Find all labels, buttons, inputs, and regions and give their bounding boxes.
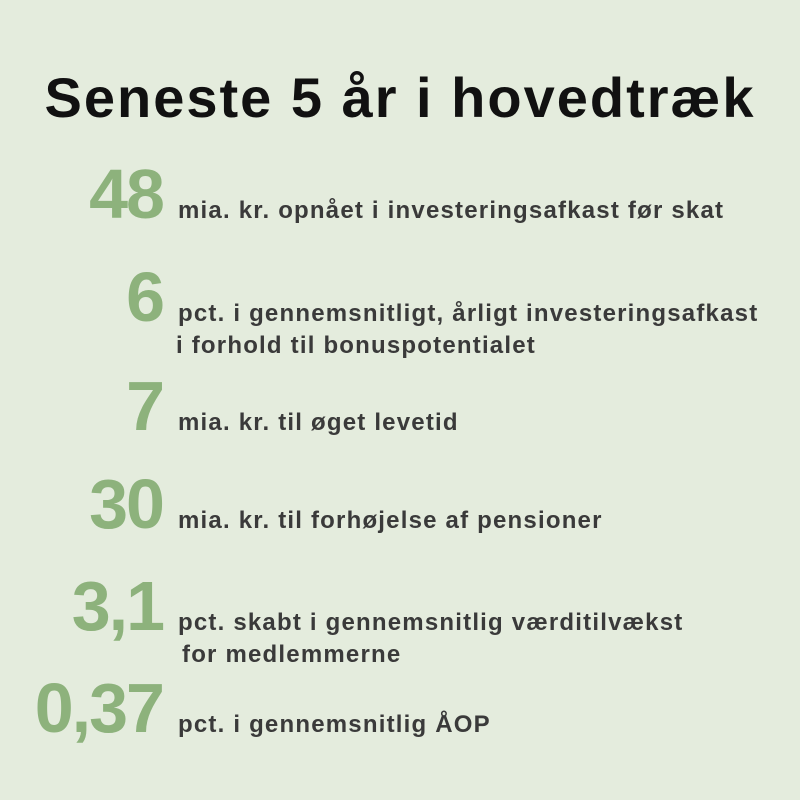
stat-description-line: mia. kr. til øget levetid [178, 409, 459, 436]
stat-description [178, 195, 724, 227]
stat-row-value-growth [0, 567, 684, 671]
stat-description [178, 298, 758, 362]
stat-value: 30 [89, 465, 163, 543]
stat-description [178, 709, 491, 741]
stat-row-longevity [0, 367, 459, 445]
stat-description-line: mia. kr. opnået i investeringsafkast før skat [178, 197, 725, 224]
stat-row-investment-return [0, 155, 725, 233]
stat-row-aop [0, 669, 491, 747]
stat-description-line: for medlemmerne [182, 641, 402, 668]
stat-description [178, 407, 459, 439]
stat-value: 48 [89, 155, 163, 233]
stat-description [178, 607, 683, 671]
stat-description [178, 505, 603, 537]
stat-description-line: i forhold til bonuspotentialet [176, 332, 536, 359]
stat-row-annual-return [0, 258, 759, 362]
stat-value: 0,37 [34, 669, 163, 747]
stat-description-line: pct. i gennemsnitligt, årligt investeringsafkast [178, 300, 759, 327]
stat-value: 7 [126, 367, 163, 445]
stat-description-line: pct. i gennemsnitlig ÅOP [178, 711, 491, 738]
stat-value: 6 [126, 258, 163, 336]
stat-description-line: pct. skabt i gennemsnitlig værditilvækst [178, 609, 684, 636]
stat-row-pension-increase [0, 465, 603, 543]
stat-description-line: mia. kr. til forhøjelse af pensioner [178, 507, 603, 534]
stat-value: 3,1 [71, 567, 163, 645]
page-title: Seneste 5 år i hovedtræk [44, 66, 756, 129]
